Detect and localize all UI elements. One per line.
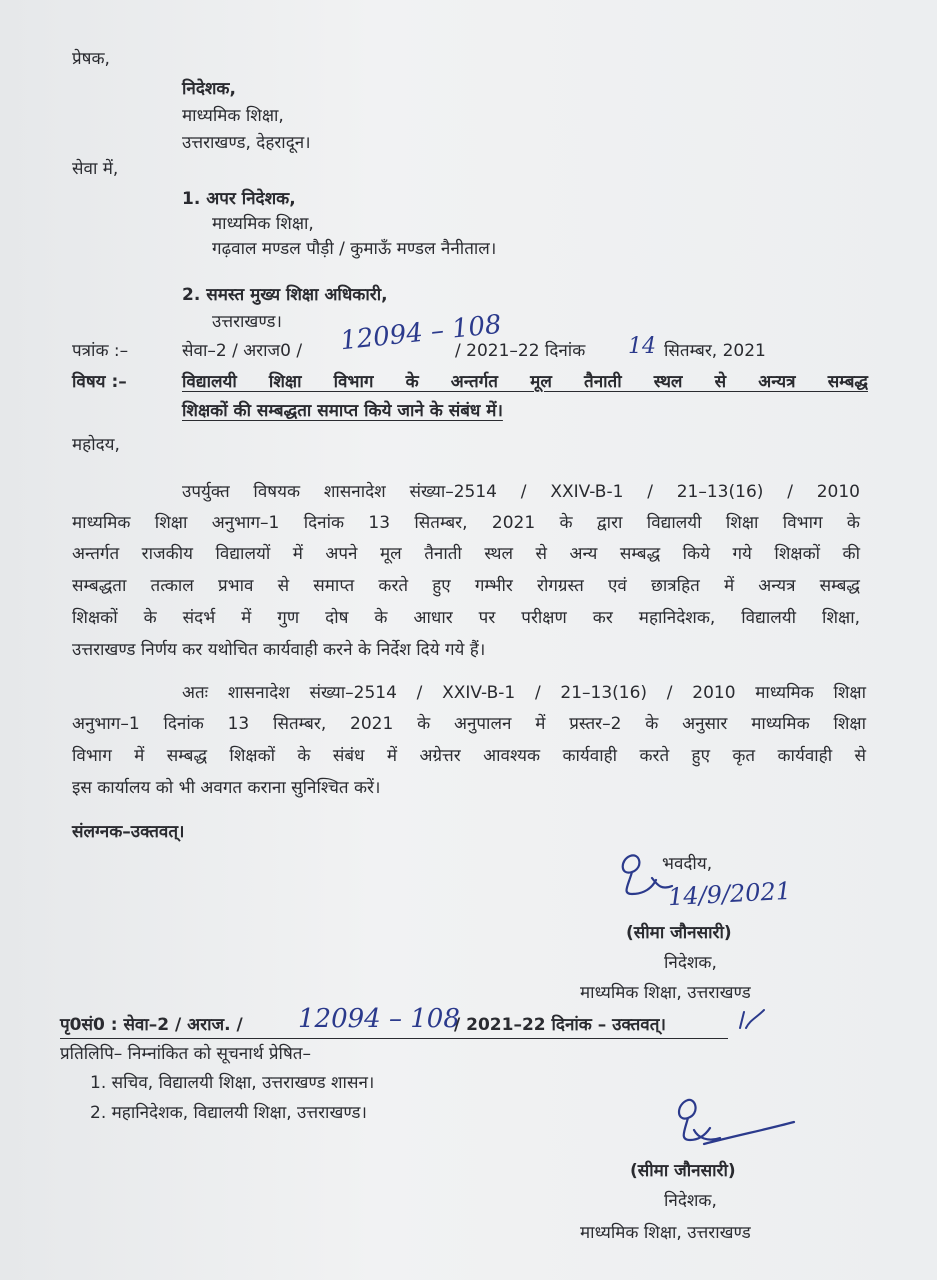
salutation: महोदय, bbox=[72, 435, 120, 455]
recipient-1-department: माध्यमिक शिक्षा, bbox=[212, 214, 314, 234]
reference-suffix: / 2021–22 दिनांक bbox=[455, 341, 586, 361]
reference-month-year: सितम्बर, 2021 bbox=[664, 341, 766, 361]
copy-item: 1. सचिव, विद्यालयी शिक्षा, उत्तराखण्ड शासन। bbox=[90, 1073, 375, 1093]
recipient-1-region: गढ़वाल मण्डल पौड़ी / कुमाऊँ मण्डल नैनीताल। bbox=[212, 239, 497, 259]
subject-label: विषय :– bbox=[72, 372, 127, 392]
endorsement-handwritten-number: 12094 – 108 bbox=[298, 1004, 460, 1034]
endorsement-suffix: / 2021–22 दिनांक – उक्तवत्। bbox=[454, 1015, 666, 1035]
recipients-label: सेवा में, bbox=[72, 159, 119, 179]
initial-mark bbox=[734, 1006, 774, 1038]
signature-2 bbox=[664, 1090, 804, 1160]
closing-office: माध्यमिक शिक्षा, उत्तराखण्ड bbox=[580, 983, 751, 1003]
handwritten-day: 14 bbox=[628, 334, 656, 359]
reference-prefix: सेवा–2 / अराज0 / bbox=[182, 341, 303, 361]
sender-designation: निदेशक, bbox=[182, 79, 236, 99]
endorsement-designation: निदेशक, bbox=[664, 1191, 717, 1211]
reference-label: पत्रांक :– bbox=[72, 341, 129, 361]
closing-yours: भवदीय, bbox=[662, 854, 713, 874]
handwritten-letter-number: 12094 – 108 bbox=[338, 309, 503, 357]
recipient-2-location: उत्तराखण्ड। bbox=[212, 312, 282, 332]
enclosure: संलग्नक–उक्तवत्। bbox=[72, 822, 185, 842]
recipient-2-title: 2. समस्त मुख्य शिक्षा अधिकारी, bbox=[182, 285, 388, 305]
closing-name: (सीमा जौनसारी) bbox=[626, 923, 732, 943]
paragraph-1-line: सम्बद्धता तत्काल प्रभाव से समाप्त करते हुए गम्भीर रोगग्रस्त एवं छात्रहित में अन्यत्र सम्बद्ध bbox=[72, 576, 860, 596]
paragraph-1-line: उपर्युक्त विषयक शासनादेश संख्या–2514 / XXIV-B-1 / 21–13(16) / 2010 bbox=[182, 482, 860, 502]
paragraph-2-line: अनुभाग–1 दिनांक 13 सितम्बर, 2021 के अनुपालन में प्रस्तर–2 के अनुसार माध्यमिक शिक्षा bbox=[72, 714, 866, 734]
subject-line-1: विद्यालयी शिक्षा विभाग के अन्तर्गत मूल तैनाती स्थल से अन्यत्र सम्बद्ध bbox=[182, 372, 868, 392]
paragraph-2-line: विभाग में सम्बद्ध शिक्षकों के संबंध में अग्रेत्तर आवश्यक कार्यवाही करते हुए कृत कार्यवाही से bbox=[72, 746, 866, 766]
copy-item: 2. महानिदेशक, विद्यालयी शिक्षा, उत्तराखण्ड। bbox=[90, 1103, 367, 1123]
paragraph-1-line: अन्तर्गत राजकीय विद्यालयों में अपने मूल तैनाती स्थल से अन्य सम्बद्ध किये गये शिक्षकों की bbox=[72, 544, 860, 564]
endorsement-underline bbox=[60, 1038, 728, 1039]
paragraph-2-last-line: इस कार्यालय को भी अवगत कराना सुनिश्चित करें। bbox=[72, 778, 381, 798]
paragraph-2-line: अतः शासनादेश संख्या–2514 / XXIV-B-1 / 21–13(16) / 2010 माध्यमिक शिक्षा bbox=[182, 683, 866, 703]
paragraph-1-line: माध्यमिक शिक्षा अनुभाग–1 दिनांक 13 सितम्बर, 2021 के द्वारा विद्यालयी शिक्षा विभाग के bbox=[72, 513, 860, 533]
endorsement-office: माध्यमिक शिक्षा, उत्तराखण्ड bbox=[580, 1223, 751, 1243]
sender-department: माध्यमिक शिक्षा, bbox=[182, 106, 284, 126]
sender-location: उत्तराखण्ड, देहरादून। bbox=[182, 133, 311, 153]
subject-line-2: शिक्षकों की सम्बद्धता समाप्त किये जाने के संबंध में। bbox=[182, 401, 503, 421]
paragraph-1-last-line: उत्तराखण्ड निर्णय कर यथोचित कार्यवाही करने के निर्देश दिये गये हैं। bbox=[72, 640, 486, 660]
sender-label: प्रेषक, bbox=[72, 49, 110, 69]
endorsement-prefix: पृ0सं0 : सेवा–2 / अराज. / bbox=[60, 1015, 243, 1035]
signature-date: 14/9/2021 bbox=[667, 876, 792, 912]
copy-label: प्रतिलिपि– निम्नांकित को सूचनार्थ प्रेषित– bbox=[60, 1044, 311, 1064]
recipient-1-title: 1. अपर निदेशक, bbox=[182, 189, 296, 209]
paragraph-1-line: शिक्षकों के संदर्भ में गुण दोष के आधार पर परीक्षण कर महानिदेशक, विद्यालयी शिक्षा, bbox=[72, 608, 860, 628]
endorsement-name: (सीमा जौनसारी) bbox=[630, 1161, 736, 1181]
closing-designation: निदेशक, bbox=[664, 953, 717, 973]
